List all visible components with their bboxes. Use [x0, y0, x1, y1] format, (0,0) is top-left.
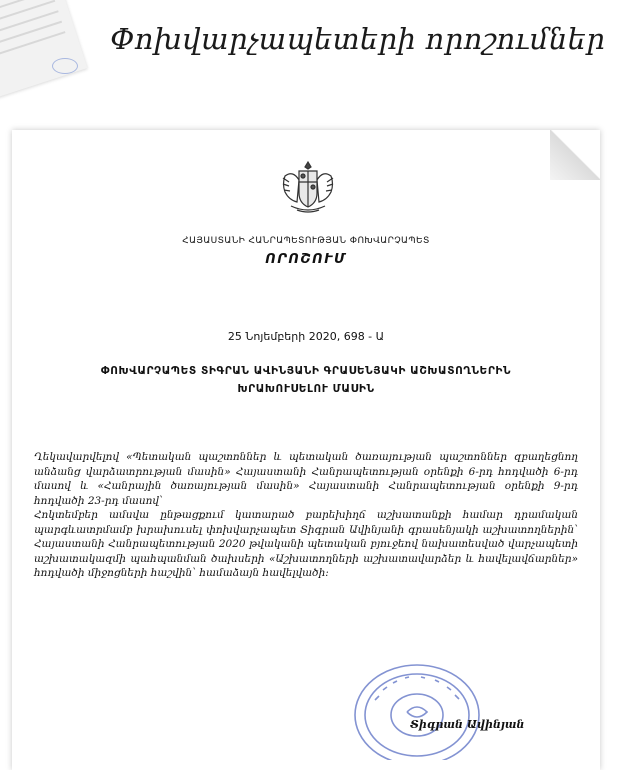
body-paragraph: Հոկտեմբեր ամսվա ընթացքում կատարած բարեխիղճ աշխատանքի համար դրամական պարգևատրմամբ խրախուսել փոխվարչապետ Տիգրան Ավինյանի գրասենյակի աշխատողներին՝ Հայաստանի Հանրապետության 2020 թվականի պետական բյուջեով նախատեսված վարչապետի աշխատակազմի պահպանման ծախսերի «Աշխատողների աշխատավարձեր և հավելավճարներ» հոդվածի միջոցների հաշվին՝ համաձայն հավելվածի: [34, 509, 578, 579]
decision-heading-line: ԽՐԱԽՈՒՍԵԼՈՒ ՄԱՍԻՆ [237, 383, 375, 395]
decision-date-number: 25 Նոյեմբերի 2020, 698 - Ա [227, 330, 385, 343]
signer-name: Տիգրան Ավինյան [410, 718, 525, 731]
document-type: ՈՐՈՇՈՒՄ [265, 252, 347, 267]
decision-heading-line: ՓՈԽՎԱՐՉԱՊԵՏ ՏԻԳՐԱՆ ԱՎԻՆՅԱՆԻ ԳՐԱՍԵՆՅԱԿԻ ԱՇԽԱՏՈՂՆԵՐԻՆ [100, 365, 512, 377]
document-thumbnail-icon [0, 0, 87, 97]
decision-document [12, 130, 600, 770]
coat-of-arms-icon [277, 158, 339, 216]
decision-body [34, 450, 578, 581]
thumbnail-stamp-icon [52, 58, 78, 74]
body-paragraph: Ղեկավարվելով «Պետական պաշտոններ և պետական ծառայության պաշտոններ զբաղեցնող անձանց վարձատրության մասին» Հայաստանի Հանրապետության օրենքի 6-րդ հոդվածի 6-րդ մասով և «Հանրային ծառայության մասին» Հայաստանի Հանրապետության օրենքի 9-րդ հոդվածի 23-րդ մասով՝ [34, 451, 578, 507]
page-curl [550, 130, 600, 180]
official-seal-icon [347, 660, 487, 760]
government-header: ՀԱՅԱՍՏԱՆԻ ՀԱՆՐԱՊԵՏՈՒԹՅԱՆ ՓՈԽՎԱՐՉԱՊԵՏ [182, 236, 430, 246]
page-title: Փոխվարչապետերի որոշումներ [110, 22, 606, 56]
decision-heading [12, 362, 600, 398]
